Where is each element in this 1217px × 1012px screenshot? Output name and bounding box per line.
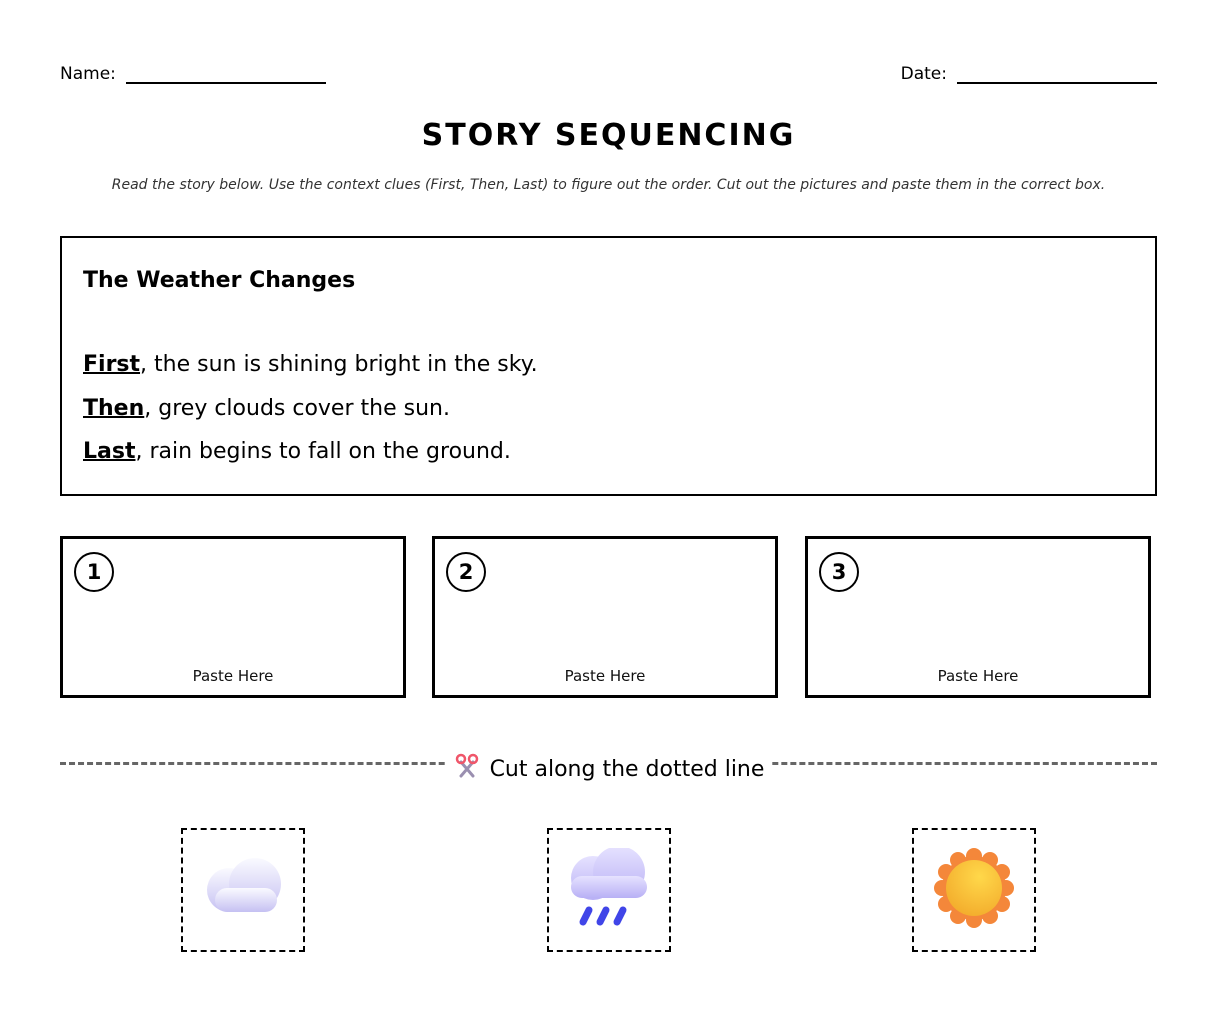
paste-here-label: Paste Here [564, 667, 646, 685]
paste-here-label: Paste Here [192, 667, 274, 685]
step-number-badge: 3 [819, 552, 859, 592]
header-row [60, 62, 1157, 88]
keyword-last: Last [83, 439, 136, 464]
story-line-first [83, 352, 538, 377]
paste-box-1[interactable] [60, 536, 406, 698]
cloud-icon [201, 858, 285, 922]
date-field[interactable] [901, 62, 1157, 84]
cut-tile-sun[interactable] [912, 828, 1036, 952]
name-blank-line[interactable] [126, 62, 326, 84]
paste-here-label: Paste Here [937, 667, 1019, 685]
story-title: The Weather Changes [83, 268, 356, 293]
cut-tile-cloud[interactable] [181, 828, 305, 952]
name-field[interactable] [60, 62, 326, 84]
instructions: Read the story below. Use the context clues (First, Then, Last) to figure out the order. Cut out the pictures and paste them in the correct box. [111, 177, 1106, 193]
cut-label-text: Cut along the dotted line [489, 756, 765, 782]
story-text: , grey clouds cover the sun. [144, 396, 450, 421]
name-label: Name: [60, 64, 116, 84]
paste-box-2[interactable] [432, 536, 778, 698]
cut-divider-label [446, 752, 772, 786]
page-title: STORY SEQUENCING [421, 118, 796, 153]
paste-box-3[interactable] [805, 536, 1151, 698]
keyword-then: Then [83, 396, 145, 421]
story-line-then [83, 396, 450, 421]
sun-icon [934, 848, 1014, 932]
story-line-last [83, 439, 511, 464]
cut-tile-rain-cloud[interactable] [547, 828, 671, 952]
date-blank-line[interactable] [957, 62, 1157, 84]
step-number-badge: 2 [446, 552, 486, 592]
story-box [60, 236, 1157, 496]
keyword-first: First [83, 352, 141, 377]
step-number-badge: 1 [74, 552, 114, 592]
scissors-icon [454, 753, 480, 785]
story-text: , the sun is shining bright in the sky. [140, 352, 538, 377]
date-label: Date: [900, 64, 947, 84]
story-text: , rain begins to fall on the ground. [135, 439, 511, 464]
rain-cloud-icon [567, 848, 651, 932]
